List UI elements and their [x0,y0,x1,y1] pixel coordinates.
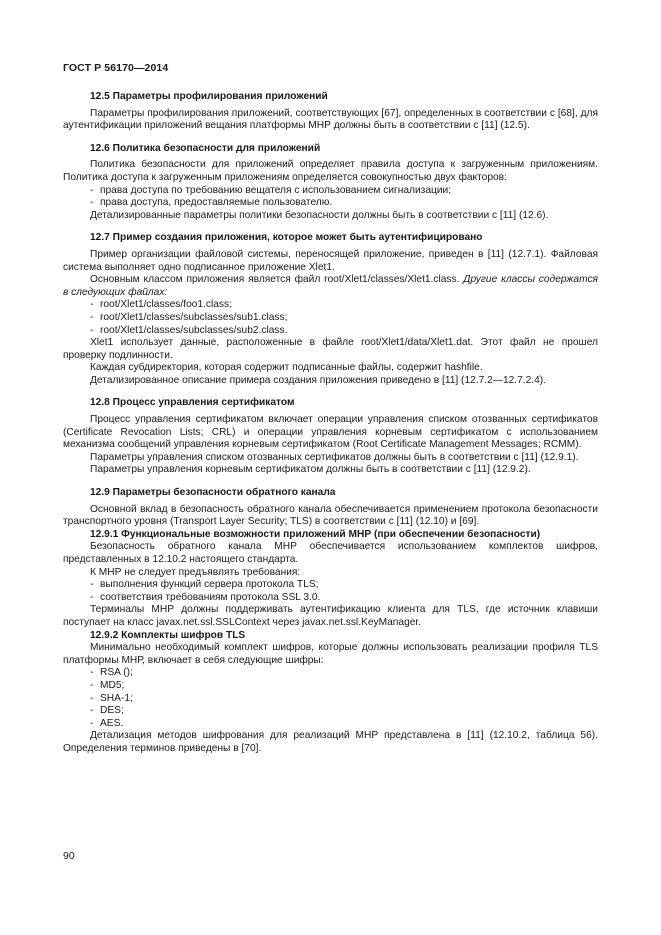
section-12-9-heading: 12.9 Параметры безопасности обратного канала [90,487,336,499]
section-12-7-paragraph-4: Каждая субдиректория, которая содержит подписанные файлы, содержит hashfile. [90,362,483,374]
list-item: - соответствия требованиям протокола SSL 3.0. [90,591,321,603]
page-number: 90 [63,850,75,862]
list-item: - AES. [90,717,124,729]
section-12-5-heading: 12.5 Параметры профилирования приложений [90,91,328,102]
list-item: - MD5; [90,679,125,691]
section-12-7-paragraph-2: Основным классом приложения является файл root/Xlet1/classes/Xlet1.class. Другие классы содержатся в следующих файлах: [63,274,598,298]
section-12-6-paragraph-2: Детализированные параметры политики безопасности должны быть в соответствии с [11] (12.6). [90,209,549,221]
section-12-7-paragraph-5: Детализированное описание примера создания приложения приведено в [11] (12.7.2—12.7.2.4). [90,374,547,386]
section-12-7-heading: 12.7 Пример создания приложения, которое может быть аутентифицировано [90,232,483,244]
section-12-9-2-heading: 12.9.2 Комплекты шифров TLS [90,629,246,641]
list-item: - права доступа по требованию вещателя с использованием сигнализации; [90,184,452,196]
list-item: - root/Xlet1/classes/subclasses/sub1.class; [90,311,288,323]
document-body [63,91,598,756]
list-item: - SHA-1; [90,692,133,704]
list-item: - RSA (); [90,667,133,679]
section-12-9-1-heading: 12.9.1 Функциональные возможности приложений МНР (при обеспечении безопасности) [90,528,541,540]
section-12-6-paragraph-1: Политика безопасности для приложений определяет правила доступа к загруженным приложениям. Политика доступа к загруженным приложениям определяется совокупностью двух факторов: [63,159,598,183]
section-12-9-1-paragraph-1: Безопасность обратного канала МНР обеспечивается использованием комплектов шифров, представленных в 12.10.2 настоящего стандарта. [63,541,598,565]
list-item: - выполнения функций сервера протокола TLS; [90,579,319,591]
list-item: - root/Xlet1/classes/subclasses/sub2.class. [90,324,288,336]
list-item: - root/Xlet1/classes/foo1.class; [90,299,232,311]
section-12-8-paragraph-1: Процесс управления сертификатом включает операции управления списком отозванных сертификатов (Certificate Revocation Lists; CRL) и операции управления корневым сертификатом с использованием механизма сообщений управления корневым сертификатом (Root Certificate Management Messages; RCMM). [63,414,598,451]
section-12-8-paragraph-3: Параметры управления корневым сертификатом должны быть в соответствии с [11] (12.9.2). [90,464,531,476]
list-item: - права доступа, предоставляемые пользователю. [90,197,333,209]
section-12-7-paragraph-3: Xlet1 использует данные, расположенные в файле root/Xlet1/data/Xlet1.dat. Этот файл не прошел проверку подлинности. [63,337,598,361]
section-12-9-paragraph-1: Основной вклад в безопасность обратного канала обеспечивается применением протокола безопасности транспортного уровня (Transport Layer Security; TLS) в соответствии с [11] (12.10) и [69]. [63,503,598,528]
document-number-header: ГОСТ Р 56170—2014 [63,62,169,74]
list-item: - DES; [90,705,124,717]
section-12-9-2-paragraph-1: Минимально необходимый комплект шифров, которые должны использовать реализации профиля TLS платформы МНР, включает в себя следующие шифры: [63,642,598,666]
section-12-7-paragraph-1: Пример организации файловой системы, переносящей приложение, приведен в [11] (12.7.1). Файловая система выполняет одно подписанное приложение Xlet1. [63,248,598,273]
section-12-9-1-paragraph-2: К МНР не следует предъявлять требования: [90,566,301,578]
section-12-8-heading: 12.8 Процесс управления сертификатом [90,397,295,409]
section-12-8-paragraph-2: Параметры управления списком отозванных сертификатов должны быть в соответствии с [11] (12.9.1). [90,451,579,463]
section-12-6-heading: 12.6 Политика безопасности для приложений [90,142,321,154]
section-12-5-paragraph: Параметры профилирования приложений, соответствующих [67], определенных в соответствии с [68], для аутентификации приложений вещания платформы МНР должны быть в соответствии с [11] (12.5). [63,107,598,132]
section-12-9-2-paragraph-2: Детализация методов шифрования для реализаций МНР представлена в [11] (12.10.2, таблица 56). Определения терминов приведены в [70]. [63,730,598,754]
section-12-9-1-paragraph-3: Терминалы МНР должны поддерживать аутентификацию клиента для TLS, где источник клавиши поступает на класс javax.net.ssl.SSLContext через javax.net.ssl.KeyManager. [63,604,598,628]
